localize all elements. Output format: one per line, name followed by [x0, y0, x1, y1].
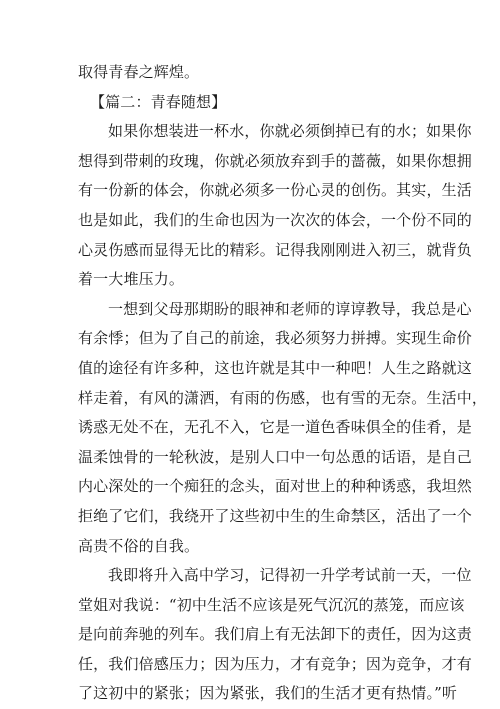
text-line: 任，我们倍感压力；因为压力，才有竞争；因为竞争，才有: [78, 654, 472, 673]
text-line: 有一份新的体会，你就必须多一份心灵的创伤。其实，生活: [78, 181, 472, 200]
text-line: 高贵不俗的自我。: [78, 536, 200, 555]
text-line: 值的途径有许多种，这也许就是其中一种吧！人生之路就这: [78, 358, 472, 377]
text-line: 诱惑无处不在，无孔不入，它是一道色香味俱全的佳肴，是: [78, 418, 472, 437]
text-line: 如果你想装进一杯水，你就必须倒掉已有的水；如果你: [108, 122, 472, 141]
text-line: 温柔蚀骨的一轮秋波，是别人口中一句怂恿的话语，是自己: [78, 447, 472, 466]
text-line: 堂姐对我说：“初中生活不应该是死气沉沉的蒸笼，而应该: [78, 595, 465, 614]
text-line: 心灵伤感而显得无比的精彩。记得我刚刚进入初三，就背负: [78, 240, 472, 259]
text-line: 一想到父母那期盼的眼神和老师的谆谆教导，我总是心: [108, 299, 472, 318]
text-line: 拒绝了它们，我绕开了这些初中生的生命禁区，活出了一个: [78, 506, 472, 525]
text-line: 是向前奔驰的列车。我们肩上有无法卸下的责任，因为这责: [78, 625, 472, 644]
text-line: 也是如此，我们的生命也因为一次次的体会，一个份不同的: [78, 210, 472, 229]
text-line: 着一大堆压力。: [78, 270, 185, 289]
text-line: 我即将升入高中学习，记得初一升学考试前一天，一位: [108, 566, 472, 585]
text-line: 想得到带刺的玫瑰，你就必须放弃到手的蔷薇，如果你想拥: [78, 151, 472, 170]
document-body: [78, 58, 488, 709]
text-line: 内心深处的一个痴狂的念头，面对世上的种种诱惑，我坦然: [78, 477, 472, 496]
text-line: 样走着，有风的潇洒，有雨的伤感，也有雪的无奈。生活中，: [78, 388, 488, 407]
text-line: 了这初中的紧张；因为紧张，我们的生活才更有热情。”听: [78, 684, 458, 703]
section-heading: 【篇二：青春随想】: [90, 92, 227, 111]
text-line: 取得青春之辉煌。: [78, 63, 200, 81]
text-line: 有余悸；但为了自己的前途，我必须努力拼搏。实现生命价: [78, 329, 472, 348]
